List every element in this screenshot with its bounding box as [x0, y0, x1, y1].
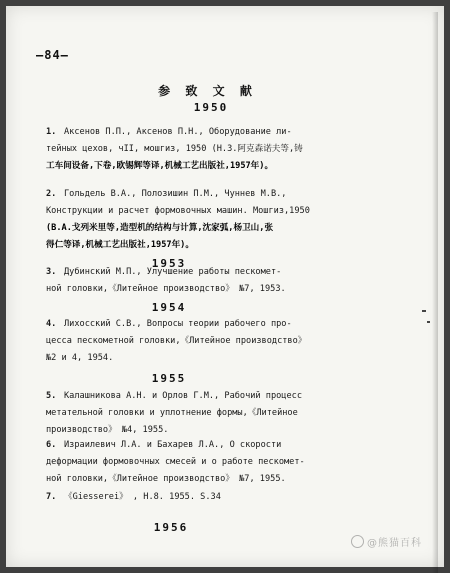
reference-line: ной головки,《Литейное производство》 №7, 1953. [46, 284, 286, 294]
reference-line: 得仁等译,机械工艺出版社,1957年)。 [46, 240, 194, 250]
year-heading-1955: 1955 [151, 372, 187, 385]
reference-line: Дубинский М.П., Улучшение работы пескомет- [64, 267, 282, 277]
reference-item-6 [46, 437, 421, 488]
reference-item-7 [46, 489, 421, 506]
page-number: —84— [36, 48, 69, 62]
reference-number: 7. [46, 492, 57, 502]
document-page [6, 6, 444, 567]
year-heading-1950: 1950 [193, 101, 229, 114]
reference-line: цесса пескометной головки,《Литейное производство》 [46, 336, 307, 346]
reference-line: метательной головки и уплотнение формы,《Литейное [46, 408, 298, 418]
reference-line: ной головки,《Литейное производство》 №7, 1955. [46, 474, 286, 484]
reference-number: 5. [46, 391, 57, 401]
reference-line: производство》 №4, 1955. [46, 425, 169, 435]
reference-number: 4. [46, 319, 57, 329]
reference-line: 《Giesserei》 , H.8. 1955. S.34 [64, 492, 221, 502]
watermark [351, 534, 422, 549]
watermark-badge-icon [351, 535, 364, 548]
reference-item-3 [46, 264, 421, 298]
year-heading-1954: 1954 [151, 301, 187, 314]
reference-line: тейных цехов, чII, мошгиз, 1950 (Н.З.阿克森诺夫等,铸 [46, 144, 303, 154]
watermark-text: @熊猫百科 [367, 538, 422, 549]
year-heading-1956: 1956 [153, 521, 189, 534]
reference-line: Израилевич Л.А. и Бахарев Л.А., О скорости [64, 440, 282, 450]
reference-item-4 [46, 316, 421, 367]
reference-number: 6. [46, 440, 57, 450]
reference-item-2 [46, 186, 421, 254]
reference-number: 2. [46, 189, 57, 199]
reference-number: 3. [46, 267, 57, 277]
reference-number: 1. [46, 127, 57, 137]
reference-line: Лихосский С.В., Вопросы теории рабочего про- [64, 319, 292, 329]
reference-line: Конструкции и расчет формовочных машин. Мошгиз,1950 [46, 206, 310, 216]
page-edge-shadow [432, 12, 438, 573]
reference-item-1 [46, 124, 421, 175]
reference-item-5 [46, 388, 421, 439]
page-title: 参 致 文 献 [158, 84, 256, 98]
reference-line: деформации формовочных смесей и о работе пескомет- [46, 457, 305, 467]
scan-mark [422, 310, 426, 312]
scan-mark [427, 321, 430, 323]
reference-line: Аксенов П.П., Аксенов П.Н., Оборудование ли- [64, 127, 292, 137]
reference-line: №2 и 4, 1954. [46, 353, 114, 363]
reference-line: Гольдель В.А., Полозишин П.М., Чуннев М.В., [64, 189, 287, 199]
reference-line: 工车间设备,下卷,欧锡辉等译,机械工艺出版社,1957年)。 [46, 161, 274, 171]
reference-line: Калашникова А.Н. и Орлов Г.М., Рабочий процесс [64, 391, 302, 401]
year-heading-1953: 1953 [151, 257, 187, 270]
reference-line: (В.А.戈列米里等,造型机的结构与计算,沈家弧,杨卫山,张 [46, 223, 274, 233]
